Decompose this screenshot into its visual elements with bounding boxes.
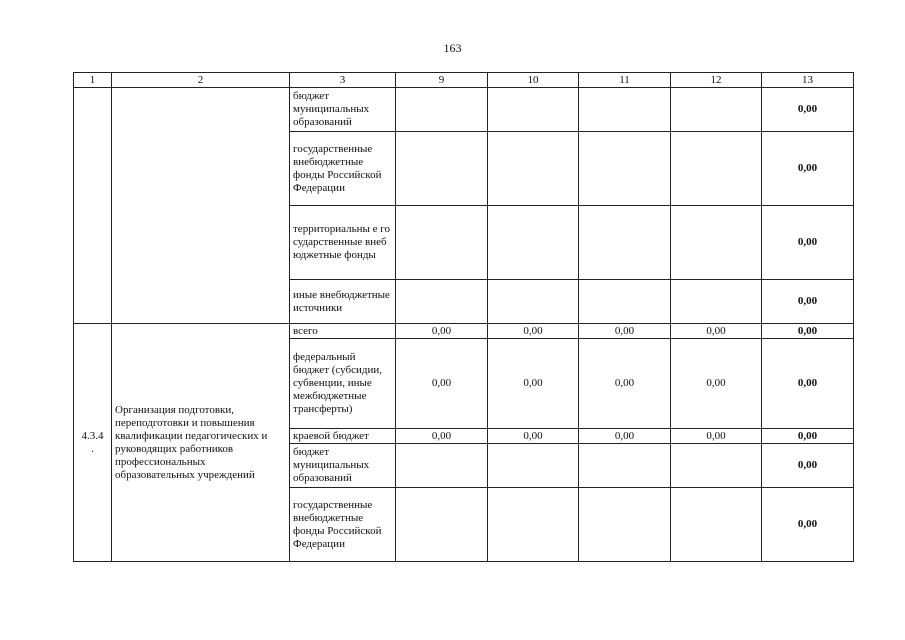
value-cell bbox=[671, 488, 762, 562]
value-cell bbox=[488, 206, 579, 280]
item-index: 4.3.4 bbox=[81, 429, 104, 442]
total-cell: 0,00 bbox=[762, 88, 854, 132]
value-cell: 0,00 bbox=[671, 324, 762, 339]
value-cell bbox=[396, 132, 488, 206]
total-cell: 0,00 bbox=[762, 324, 854, 339]
page-number: 163 bbox=[443, 41, 462, 55]
value-cell bbox=[579, 280, 671, 324]
table-row bbox=[74, 324, 854, 339]
column-header-11: 11 bbox=[579, 73, 671, 88]
value-cell bbox=[488, 88, 579, 132]
source-cell: федеральный бюджет (субсидии, субвенции, иные межбюджетные трансферты) bbox=[290, 339, 396, 429]
total-cell: 0,00 bbox=[762, 132, 854, 206]
value-cell bbox=[488, 280, 579, 324]
source-cell: иные внебюджетные источники bbox=[290, 280, 396, 324]
value-cell bbox=[579, 444, 671, 488]
value-cell: 0,00 bbox=[396, 429, 488, 444]
item-name-cell bbox=[112, 324, 290, 562]
item-index-dot: . bbox=[91, 442, 94, 455]
value-cell bbox=[671, 132, 762, 206]
source-cell: государственные внебюджетные фонды Российской Федерации bbox=[290, 488, 396, 562]
source-cell: территориальны е государственные внебюджетные фонды bbox=[290, 206, 396, 280]
prev-name-cell bbox=[112, 88, 290, 324]
column-header-2: 2 bbox=[112, 73, 290, 88]
value-cell bbox=[396, 88, 488, 132]
value-cell bbox=[671, 206, 762, 280]
source-cell: краевой бюджет bbox=[290, 429, 396, 444]
column-header-1: 1 bbox=[74, 73, 112, 88]
total-cell: 0,00 bbox=[762, 280, 854, 324]
column-header-13: 13 bbox=[762, 73, 854, 88]
source-cell: бюджет муниципальных образований bbox=[290, 88, 396, 132]
value-cell: 0,00 bbox=[396, 324, 488, 339]
budget-table bbox=[73, 72, 854, 562]
value-cell: 0,00 bbox=[488, 429, 579, 444]
source-cell: всего bbox=[290, 324, 396, 339]
value-cell bbox=[488, 132, 579, 206]
value-cell bbox=[396, 488, 488, 562]
value-cell: 0,00 bbox=[579, 429, 671, 444]
value-cell: 0,00 bbox=[488, 324, 579, 339]
value-cell bbox=[396, 206, 488, 280]
total-cell: 0,00 bbox=[762, 339, 854, 429]
value-cell: 0,00 bbox=[671, 339, 762, 429]
total-cell: 0,00 bbox=[762, 444, 854, 488]
value-cell: 0,00 bbox=[671, 429, 762, 444]
value-cell bbox=[396, 280, 488, 324]
column-header-12: 12 bbox=[671, 73, 762, 88]
value-cell bbox=[579, 88, 671, 132]
value-cell: 0,00 bbox=[579, 324, 671, 339]
value-cell bbox=[671, 444, 762, 488]
column-header-3: 3 bbox=[290, 73, 396, 88]
value-cell bbox=[671, 88, 762, 132]
column-header-9: 9 bbox=[396, 73, 488, 88]
value-cell bbox=[579, 206, 671, 280]
total-cell: 0,00 bbox=[762, 429, 854, 444]
value-cell bbox=[579, 132, 671, 206]
column-header-row bbox=[74, 73, 854, 88]
value-cell: 0,00 bbox=[396, 339, 488, 429]
item-name: Организация подготовки, переподготовки и повышения квалификации педагогических и руководящих работников профессиональных образовательных учреждений bbox=[115, 403, 268, 481]
source-cell: бюджет муниципальных образований bbox=[290, 444, 396, 488]
value-cell bbox=[488, 488, 579, 562]
prev-index-cell bbox=[74, 88, 112, 324]
value-cell: 0,00 bbox=[579, 339, 671, 429]
value-cell bbox=[579, 488, 671, 562]
column-header-10: 10 bbox=[488, 73, 579, 88]
total-cell: 0,00 bbox=[762, 206, 854, 280]
source-cell: государственные внебюджетные фонды Российской Федерации bbox=[290, 132, 396, 206]
total-cell: 0,00 bbox=[762, 488, 854, 562]
value-cell bbox=[396, 444, 488, 488]
table-row bbox=[74, 88, 854, 132]
value-cell: 0,00 bbox=[488, 339, 579, 429]
value-cell bbox=[488, 444, 579, 488]
value-cell bbox=[671, 280, 762, 324]
item-index-cell bbox=[74, 324, 112, 562]
